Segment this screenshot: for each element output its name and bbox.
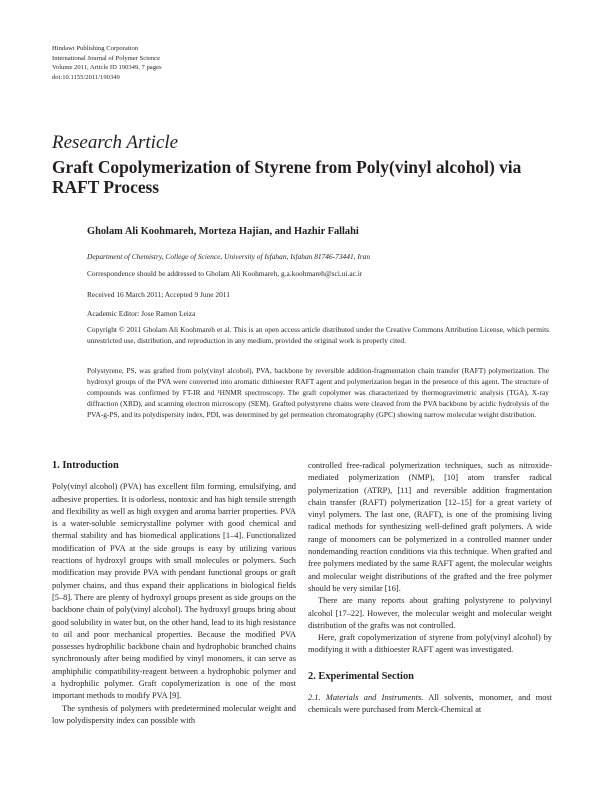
right-paragraph-2: There are many reports about grafting polystyrene to polyvinyl alcohol [17–22]. However, the molecular weight and molecular weight distribution of the grafts was not controlled. [308, 596, 552, 630]
abstract: Polystyrene, PS, was grafted from poly(vinyl alcohol), PVA, backbone by reversible addition-fragmentation chain transfer (RAFT) polymerization. The hydroxyl groups of the PVA were converted into aromatic dithioester RAFT agent and polymerization began in the presence of this agent. The structure of compounds was confirmed by FT-IR and ¹HNMR spectroscopy. The graft copolymer was characterized by thermogravimetric analysis (TGA), X-ray diffraction (XRD), and scanning electron microscopy (SEM). Grafted polystyrene chains were cleaved from the PVA backbone by acidic hydrolysis of the PVA-g-PS, and its polydispersity index, PDI, was determined by gel permeation chromatography (GPC) showing narrow molecular weight distribution. [87, 366, 549, 419]
journal-name: International Journal of Polymer Science [52, 54, 161, 62]
doi[interactable]: doi:10.1155/2011/190349 [52, 73, 120, 81]
left-column [52, 460, 296, 727]
section-heading-experimental: 2. Experimental Section [308, 670, 414, 682]
affiliation: Department of Chemistry, College of Science, University of Isfahan, Isfahan 81746-73441, Iran [87, 252, 371, 261]
academic-editor: Academic Editor: Jose Ramon Leiza [87, 309, 196, 318]
correspondence[interactable]: Correspondence should be addressed to Gholam Ali Koohmareh, g.a.koohmareh@sci.ui.ac.ir [87, 269, 363, 278]
materials-paragraph [308, 692, 552, 717]
right-column [308, 460, 552, 717]
article-type: Research Article [52, 132, 179, 153]
authors: Gholam Ali Koohmareh, Morteza Hajian, and Hazhir Fallahi [87, 226, 359, 237]
section-heading-introduction: 1. Introduction [52, 460, 119, 471]
subsection-label: 2.1. Materials and Instruments. [308, 693, 424, 703]
volume-info: Volume 2011, Article ID 190349, 7 pages [52, 64, 162, 71]
materials-text: All solvents, monomer, and most chemicals were purchased from Merck-Chemical at [308, 693, 552, 715]
intro-paragraph-1: Poly(vinyl alcohol) (PVA) has excellent film forming, emulsifying, and adhesive properties. It is odorless, nontoxic and has high tensile strength and flexibility as well as high oxygen and aroma barrier properties. PVA is a water-soluble semicrystalline polymer with good chemical and thermal stability and has biomedical applications [1–4]. Functionalized modification of PVA at the side groups is easy by utilizing various reactions of hydroxyl groups with small molecules or polymers. Such modification may provide PVA with pendant functional groups or graft polymer chains, and thus expand their applications in biological fields [5–8]. There are plenty of hydroxyl groups present as side groups on the backbone chain of poly(vinyl alcohol). The hydroxyl groups bring about good solubility in water but, on the other hand, lead to its high resistance to oil and poor mechanical properties. Because the modified PVA possesses hydrophilic backbone chain and hydrophobic branched chains synchronously after being modified by vinyl monomers, it can serve as amphiphilic compatibility-reagent between a hydrophobic polymer and a hydrophilic polymer. Graft copolymerization is one of the most important methods to modify PVA [9]. [52, 482, 296, 701]
publisher: Hindawi Publishing Corporation [52, 45, 139, 52]
copyright: Copyright © 2011 Gholam Ali Koohmareh et al. This is an open access article distributed under the Creative Commons Attribution License, which permits unrestricted use, distribution, and reproduction in any medium, provided the original work is properly cited. [87, 325, 549, 345]
right-paragraph-1: controlled free-radical polymerization techniques, such as nitroxide-mediated polymerization (NMP), [10] atom transfer radical polymerization (ATRP), [11] and reversible addition fragmentation chain transfer (RAFT) polymerization [12–15] for a great variety of vinyl polymers. The last one, (RAFT), is one of the promising living radical methods for synthesizing well-defined graft polymers. A wide range of monomers can be polymerized in a controlled manner under nondemanding reaction conditions via this technique. When grafted and free polymers mediated by the same RAFT agent, the molecular weights and molecular weight distributions of the grafted and the free polymer should be very similar [16]. [308, 461, 552, 593]
journal-header [52, 44, 162, 82]
dates: Received 16 March 2011; Accepted 9 June 2011 [87, 290, 230, 299]
right-paragraph-3: Here, graft copolymerization of styrene from poly(vinyl alcohol) by modifying it with a dithioester RAFT agent was investigated. [308, 633, 552, 655]
intro-paragraph-2: The synthesis of polymers with predetermined molecular weight and low polydispersity index can possible with [52, 703, 296, 725]
paper-title: Graft Copolymerization of Styrene from Poly(vinyl alcohol) via RAFT Process [52, 157, 522, 197]
